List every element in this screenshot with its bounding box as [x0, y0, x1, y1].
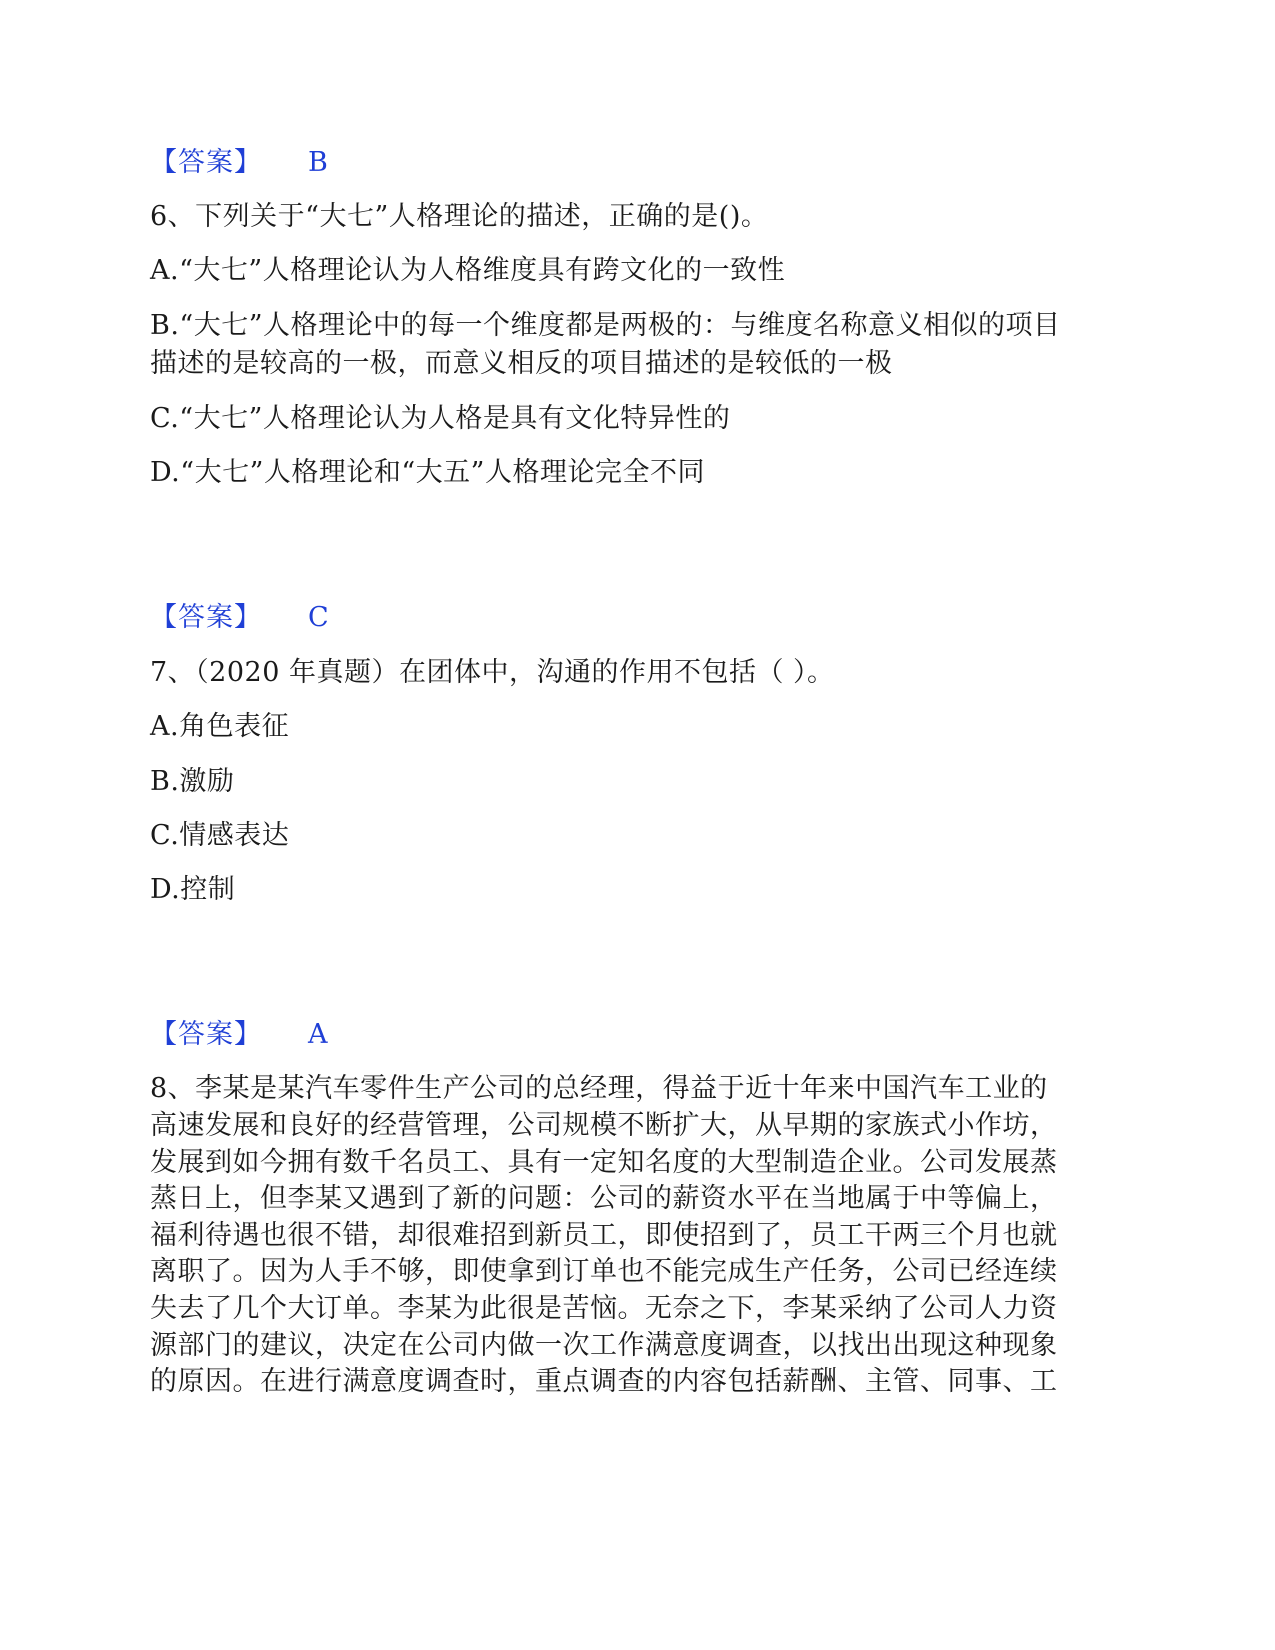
- question-stem: 6、下列关于“大七”人格理论的描述，正确的是()。: [150, 201, 769, 232]
- answer-block: [150, 1019, 328, 1050]
- question-text-line: 离职了。因为人手不够，即使拿到订单也不能完成生产任务，公司已经连续: [150, 1256, 1058, 1287]
- question-text-line: 蒸日上，但李某又遇到了新的问题：公司的薪资水平在当地属于中等偏上，: [150, 1183, 1058, 1214]
- option-a: A.“大七”人格理论认为人格维度具有跨文化的一致性: [150, 255, 786, 286]
- answer-block: [150, 147, 329, 178]
- question-text-line: 8、李某是某汽车零件生产公司的总经理，得益于近十年来中国汽车工业的: [150, 1073, 1048, 1104]
- option-b: B.激励: [150, 766, 235, 797]
- option-c: C.“大七”人格理论认为人格是具有文化特异性的: [150, 403, 731, 434]
- option-c: C.情感表达: [150, 820, 290, 851]
- answer-block: [150, 602, 330, 633]
- answer-value: A: [308, 1019, 328, 1050]
- option-d: D.控制: [150, 874, 236, 905]
- question-text-line: 的原因。在进行满意度调查时，重点调查的内容包括薪酬、主管、同事、工: [150, 1366, 1058, 1397]
- option-d: D.“大七”人格理论和“大五”人格理论完全不同: [150, 457, 705, 488]
- option-a: A.角色表征: [150, 711, 290, 742]
- question-text-line: 源部门的建议，决定在公司内做一次工作满意度调查，以找出出现这种现象: [150, 1330, 1058, 1361]
- question-text-line: 福利待遇也很不错，却很难招到新员工，即使招到了，员工干两三个月也就: [150, 1220, 1058, 1251]
- option-b-continued: 描述的是较高的一极，而意义相反的项目描述的是较低的一极: [150, 348, 893, 379]
- question-text-line: 发展到如今拥有数千名员工、具有一定知名度的大型制造企业。公司发展蒸: [150, 1147, 1058, 1178]
- answer-value: C: [308, 602, 330, 633]
- answer-value: B: [308, 147, 329, 178]
- option-b: B.“大七”人格理论中的每一个维度都是两极的：与维度名称意义相似的项目: [150, 310, 1061, 341]
- question-text-line: 高速发展和良好的经营管理，公司规模不断扩大，从早期的家族式小作坊，: [150, 1110, 1058, 1141]
- question-stem: 7、（2020 年真题）在团体中，沟通的作用不包括（ ）。: [150, 657, 835, 688]
- question-text-line: 失去了几个大订单。李某为此很是苦恼。无奈之下，李某采纳了公司人力资: [150, 1293, 1058, 1324]
- answer-label: 【答案】: [150, 602, 262, 633]
- answer-label: 【答案】: [150, 147, 262, 178]
- answer-label: 【答案】: [150, 1019, 262, 1050]
